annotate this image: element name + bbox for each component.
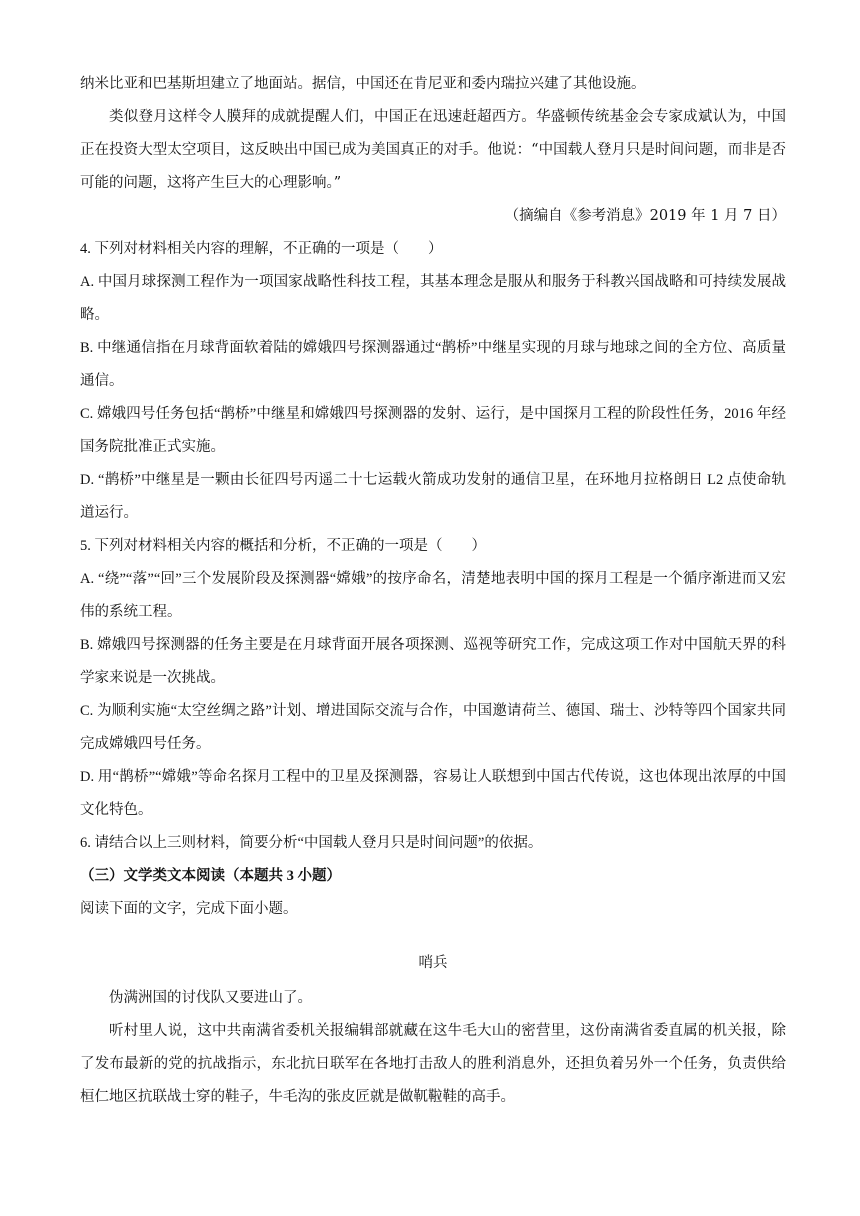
question-4-option-c: C. 嫦娥四号任务包括“鹊桥”中继星和嫦娥四号探测器的发射、运行，是中国探月工程的阶段性任务，2016 年经国务院批准正式实施。 (80, 406, 786, 455)
question-5-stem: 5. 下列对材料相关内容的概括和分析，不正确的一项是（ ） (80, 538, 486, 554)
section-instruction: 阅读下面的文字，完成下面小题。 (80, 901, 298, 917)
story-title: 哨兵 (418, 955, 448, 971)
story-paragraph: 听村里人说，这中共南满省委机关报编辑部就藏在这牛毛大山的密营里，这份南满省委直属的机关报，除了发布最新的党的抗战指示，东北抗日联军在各地打击敌人的胜利消息外，还担负着另外一个任务，负责供给桓仁地区抗联战士穿的鞋子，牛毛沟的张皮匠就是做靰鞡鞋的高手。 (80, 1023, 786, 1105)
question-4-option-d: D. “鹊桥”中继星是一颗由长征四号丙遥二十七运载火箭成功发射的通信卫星，在环地月拉格朗日 L2 点使命轨道运行。 (80, 472, 786, 521)
question-6-stem: 6. 请结合以上三则材料，简要分析“中国载人登月只是时间问题”的依据。 (80, 835, 543, 851)
question-4-stem: 4. 下列对材料相关内容的理解，不正确的一项是（ ） (80, 241, 443, 257)
question-5-option-a: A. “绕”“落”“回”三个发展阶段及探测器“嫦娥”的按序命名，清楚地表明中国的探月工程是一个循序渐进而又宏伟的系统工程。 (80, 571, 786, 620)
section-heading: （三）文学类文本阅读（本题共 3 小题） (80, 868, 341, 884)
story-paragraph: 伪满洲国的讨伐队又要进山了。 (109, 990, 312, 1006)
question-4-option-a: A. 中国月球探测工程作为一项国家战略性科技工程，其基本理念是服从和服务于科教兴国战略和可持续发展战略。 (80, 274, 786, 323)
passage-paragraph: 类似登月这样令人膜拜的成就提醒人们，中国正在迅速赶超西方。华盛顿传统基金会专家成斌认为，中国正在投资大型太空项目，这反映出中国已成为美国真正的对手。他说：“中国载人登月只是时间问题，而非是否可能的问题，这将产生巨大的心理影响。” (80, 109, 786, 191)
question-5-option-b: B. 嫦娥四号探测器的任务主要是在月球背面开展各项探测、巡视等研究工作，完成这项工作对中国航天界的科学家来说是一次挑战。 (80, 637, 786, 686)
passage-source: （摘编自《参考消息》2019 年 1 月 7 日） (504, 208, 786, 224)
question-5-option-d: D. 用“鹊桥”“嫦娥”等命名探月工程中的卫星及探测器，容易让人联想到中国古代传说，这也体现出浓厚的中国文化特色。 (80, 769, 786, 818)
question-5-option-c: C. 为顺利实施“太空丝绸之路”计划、增进国际交流与合作，中国邀请荷兰、德国、瑞士、沙特等四个国家共同完成嫦娥四号任务。 (80, 703, 786, 752)
passage-paragraph-end: 纳米比亚和巴基斯坦建立了地面站。据信，中国还在肯尼亚和委内瑞拉兴建了其他设施。 (80, 76, 646, 92)
question-4-option-b: B. 中继通信指在月球背面软着陆的嫦娥四号探测器通过“鹊桥”中继星实现的月球与地球之间的全方位、高质量通信。 (80, 340, 786, 389)
